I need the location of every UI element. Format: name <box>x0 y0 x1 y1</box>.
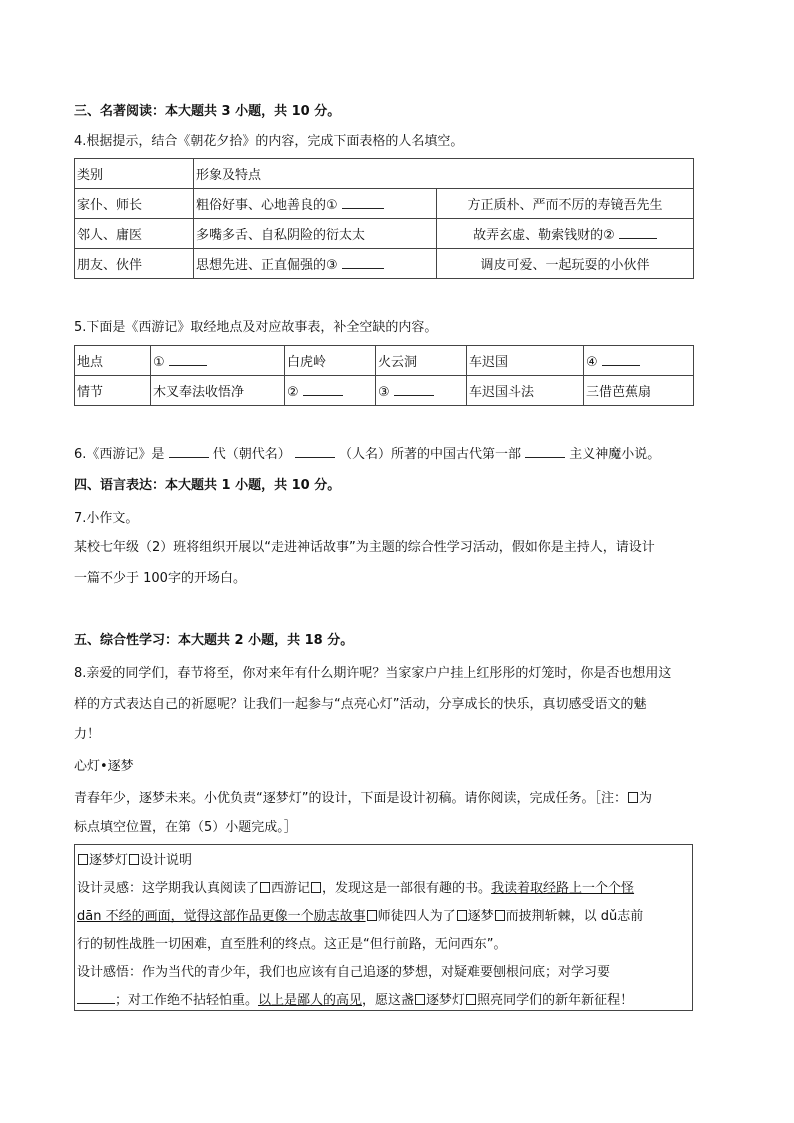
table-cell: 车迟国斗法 <box>467 376 584 406</box>
table-cell <box>285 376 376 406</box>
blank-square-icon <box>628 792 638 803</box>
q8-text: 青春年少，逐梦未来。小优负责“逐梦灯”的设计，下面是设计初稿。请你阅读，完成任务。［注： <box>74 791 627 806</box>
underlined-text: 我读着取经路上一个个怪 <box>491 881 635 896</box>
section4-title: 四、语言表达：本大题共 1 小题，共 10 分。 <box>74 478 341 493</box>
q8-subtitle: 心灯•逐梦 <box>74 759 134 774</box>
box-text: 师徒四人为了 <box>377 909 456 924</box>
box-text: 逐梦灯 <box>89 853 129 868</box>
table-cell: 情节 <box>75 376 151 406</box>
q7-line1: 某校七年级（2）班将组织开展以“走进神话故事”为主题的综合性学习活动，假如你是主持人，请设计 <box>74 540 655 555</box>
table-cell: 类别 <box>75 159 194 189</box>
box-text: 设计灵感：这学期我认真阅读了 <box>77 881 260 896</box>
q4-prompt: 4.根据提示，结合《朝花夕拾》的内容，完成下面表格的人名填空。 <box>74 134 464 149</box>
q4-table <box>74 158 694 279</box>
table-row <box>75 159 694 189</box>
q5-prompt: 5.下面是《西游记》取经地点及对应故事表，补全空缺的内容。 <box>74 320 438 335</box>
q6-text: 主义神魔小说。 <box>569 447 661 462</box>
table-cell: 调皮可爱、一起玩耍的小伙伴 <box>437 249 694 279</box>
table-cell: 地点 <box>75 346 151 376</box>
cell-text: ④ <box>586 354 598 370</box>
table-cell: 形象及特点 <box>194 159 694 189</box>
section3-title: 三、名著阅读：本大题共 3 小题，共 10 分。 <box>74 104 341 119</box>
section5-title: 五、综合性学习：本大题共 2 小题，共 18 分。 <box>74 633 354 648</box>
table-row <box>75 189 694 219</box>
q8-intro1 <box>74 789 652 809</box>
q5-table <box>74 345 694 406</box>
table-cell <box>437 219 694 249</box>
q7-line2: 一篇不少于 100字的开场白。 <box>74 571 246 586</box>
blank-square-icon <box>311 882 321 893</box>
q6-text: 6.《西游记》是 <box>74 447 165 462</box>
box-line <box>77 875 690 903</box>
table-cell: 方正质朴、严而不厉的寿镜吾先生 <box>437 189 694 219</box>
q8-line2: 样的方式表达自己的祈愿呢？让我们一起参与“点亮心灯”活动，分享成长的快乐，真切感受语文的魅 <box>74 697 647 712</box>
underlined-text: dān 不经的画面，觉得这部作品更像一个励志故事 <box>77 909 366 924</box>
box-title <box>77 847 690 875</box>
fill-blank[interactable] <box>342 255 384 269</box>
fill-blank[interactable] <box>619 225 657 239</box>
blank-square-icon <box>260 882 270 893</box>
fill-blank[interactable] <box>394 382 434 396</box>
box-line: 设计感悟：作为当代的青少年，我们也应该有自己追逐的梦想，对疑难要刨根问底；对学习要 <box>77 965 611 980</box>
box-line <box>77 903 690 931</box>
box-text: 逐梦 <box>467 909 494 924</box>
box-line: 行的韧性战胜一切困难，直至胜利的终点。这正是“但行前路，无问西东”。 <box>77 937 507 952</box>
box-text: 设计说明 <box>140 853 193 868</box>
fill-blank[interactable] <box>169 352 207 366</box>
table-row <box>75 249 694 279</box>
q8-text: 为 <box>638 791 652 806</box>
table-cell <box>584 346 694 376</box>
table-cell <box>376 376 467 406</box>
fill-blank[interactable] <box>169 444 209 458</box>
q6-text: （人名）所著的中国古代第一部 <box>338 447 521 462</box>
fill-blank[interactable] <box>342 195 384 209</box>
fill-blank[interactable] <box>303 382 343 396</box>
table-cell: 火云洞 <box>376 346 467 376</box>
q8-line3: 力！ <box>74 727 101 742</box>
fill-blank[interactable] <box>77 990 115 1004</box>
design-description-box <box>74 844 693 1011</box>
table-row <box>75 219 694 249</box>
q6-line <box>74 444 660 465</box>
table-cell: 白虎岭 <box>285 346 376 376</box>
fill-blank[interactable] <box>525 444 565 458</box>
box-text: 逐梦灯 <box>426 993 466 1008</box>
q8-line1: 8.亲爱的同学们，春节将至，你对来年有什么期许呢？当家家户户挂上红彤彤的灯笼时，你是否也想用这 <box>74 666 672 681</box>
table-cell: 木叉奉法收悟净 <box>151 376 285 406</box>
blank-square-icon <box>78 854 88 865</box>
blank-square-icon <box>466 994 476 1005</box>
table-cell: 车迟国 <box>467 346 584 376</box>
fill-blank[interactable] <box>602 352 640 366</box>
q6-text: 代（朝代名） <box>212 447 291 462</box>
table-row <box>75 346 694 376</box>
blank-square-icon <box>415 994 425 1005</box>
cell-text: ③ <box>378 384 390 400</box>
table-cell: 邻人、庸医 <box>75 219 194 249</box>
blank-square-icon <box>457 910 467 921</box>
blank-square-icon <box>495 910 505 921</box>
underlined-text: 以上是鄙人的高见 <box>258 993 363 1008</box>
fill-blank[interactable] <box>295 444 335 458</box>
blank-square-icon <box>367 910 377 921</box>
table-cell <box>194 189 437 219</box>
table-cell <box>194 249 437 279</box>
box-text: 照亮同学们的新年新征程！ <box>477 993 634 1008</box>
table-cell: 朋友、伙伴 <box>75 249 194 279</box>
table-cell <box>151 346 285 376</box>
box-text: ，发现这是一部很有趣的书。 <box>322 881 492 896</box>
table-row <box>75 376 694 406</box>
box-text: 西游记 <box>271 881 311 896</box>
cell-text: ① <box>153 354 165 370</box>
table-cell: 多嘴多舌、自私阴险的衍太太 <box>194 219 437 249</box>
q7-title: 7.小作文。 <box>74 511 139 526</box>
q8-intro2: 标点填空位置，在第（5）小题完成。］ <box>74 820 297 835</box>
blank-square-icon <box>129 854 139 865</box>
box-text: ，愿这盏 <box>362 993 415 1008</box>
cell-text: 粗俗好事、心地善良的① <box>196 198 338 213</box>
box-text: 而披荆斩棘，以 dǔ志前 <box>505 909 644 924</box>
cell-text: ② <box>287 384 299 400</box>
box-text: ；对工作绝不拈轻怕重。 <box>115 993 259 1008</box>
box-line <box>77 987 690 1015</box>
cell-text: 思想先进、正直倔强的③ <box>196 258 338 273</box>
cell-text: 故弄玄虚、勒索钱财的② <box>473 228 615 243</box>
table-cell: 家仆、师长 <box>75 189 194 219</box>
table-cell: 三借芭蕉扇 <box>584 376 694 406</box>
